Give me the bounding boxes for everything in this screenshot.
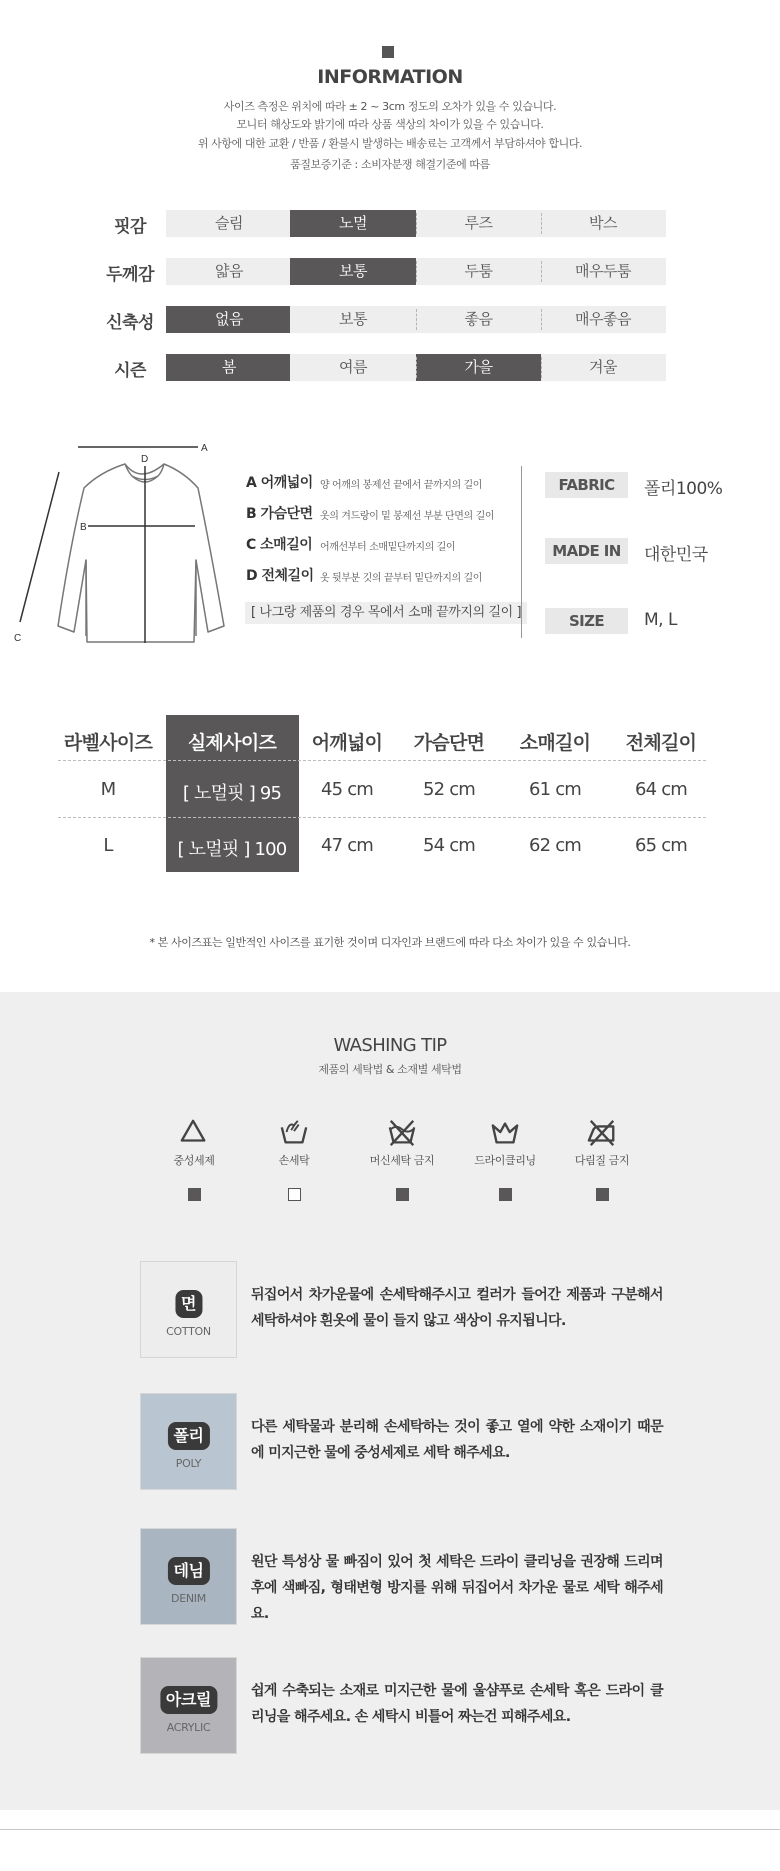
material-name: 데님 bbox=[167, 1557, 209, 1585]
information-title: INFORMATION bbox=[317, 66, 463, 88]
wash-method bbox=[450, 1118, 560, 1201]
diagram-label-a: A bbox=[201, 443, 208, 454]
fit-option: 여름 bbox=[290, 354, 416, 381]
no-machine-wash-icon bbox=[386, 1118, 418, 1148]
size-table-cell: 54 cm bbox=[422, 835, 476, 856]
info-note: 모니터 해상도와 밝기에 따라 상품 색상의 차이가 있을 수 있습니다. bbox=[236, 118, 544, 131]
material-care-text: 원단 특성상 물 빠짐이 있어 첫 세탁은 드라이 클리닝을 권장해 드리며 후에 색빠짐, 형태변형 방지를 위해 뒤집어서 차가운 물로 세탁 해주세요. bbox=[251, 1554, 663, 1622]
fit-divider bbox=[541, 213, 542, 234]
fit-divider bbox=[416, 357, 417, 378]
fit-option: 루즈 bbox=[416, 210, 541, 237]
material-name: 면 bbox=[175, 1290, 202, 1318]
measurement-description: 양 어깨의 봉제선 끝에서 끝까지의 길이 bbox=[320, 480, 483, 491]
fit-option: 두툼 bbox=[416, 258, 541, 285]
unchecked-box-icon bbox=[288, 1188, 301, 1201]
bottom-divider bbox=[0, 1829, 780, 1830]
measurement-key: D 전체길이 bbox=[246, 568, 314, 584]
size-table-cell: 45 cm bbox=[320, 779, 374, 800]
size-table-header: 라벨사이즈 bbox=[63, 732, 153, 754]
diagram-label-c: C bbox=[14, 633, 22, 644]
size-table-cell: M bbox=[100, 779, 116, 800]
measurement-description: 옷의 겨드랑이 밑 봉제선 부분 단면의 길이 bbox=[320, 511, 495, 522]
size-table-header: 전체길이 bbox=[625, 732, 697, 754]
checked-box-icon bbox=[396, 1188, 409, 1201]
wash-method bbox=[239, 1118, 349, 1201]
checked-box-icon bbox=[596, 1188, 609, 1201]
size-table-header: 소매길이 bbox=[519, 732, 591, 754]
checked-box-icon bbox=[499, 1188, 512, 1201]
wash-method-label: 손세탁 bbox=[278, 1154, 310, 1167]
fit-divider bbox=[541, 357, 542, 378]
wash-method bbox=[547, 1118, 657, 1201]
washing-subtitle: 제품의 세탁법 & 소재별 세탁법 bbox=[318, 1063, 462, 1076]
material-care-text: 쉽게 수축되는 소재로 미지근한 물에 울샴푸로 손세탁 혹은 드라이 클리닝을 해주세요. 손 세탁시 비틀어 짜는건 피해주세요. bbox=[251, 1683, 663, 1725]
checked-box-icon bbox=[188, 1188, 201, 1201]
fit-row-label: 시즌 bbox=[114, 361, 146, 381]
measurement-description: 옷 뒷부분 깃의 끝부터 밑단까지의 길이 bbox=[320, 573, 483, 584]
fit-option: 매우두툼 bbox=[541, 258, 665, 285]
no-ironing-icon bbox=[586, 1118, 618, 1148]
size-table-cell: [ 노멀핏 ] 100 bbox=[177, 839, 287, 860]
wash-method bbox=[347, 1118, 457, 1201]
fit-option: 좋음 bbox=[416, 306, 541, 333]
fit-option: 박스 bbox=[541, 210, 665, 237]
material-swatch bbox=[140, 1528, 237, 1625]
fit-option: 노멀 bbox=[290, 210, 416, 237]
material-swatch bbox=[140, 1261, 237, 1358]
size-table-divider bbox=[58, 817, 706, 818]
info-note: 품질보증기준 : 소비자분쟁 해결기준에 따름 bbox=[290, 158, 490, 171]
wash-method-label: 다림질 금지 bbox=[574, 1154, 630, 1167]
divider bbox=[521, 466, 522, 638]
material-care-text: 뒤집어서 차가운물에 손세탁해주시고 컬러가 들어간 제품과 구분해서 세탁하셔야 흰옷에 물이 들지 않고 색상이 유지됩니다. bbox=[251, 1287, 663, 1329]
fabric-key: FABRIC bbox=[545, 472, 628, 498]
material-swatch bbox=[140, 1657, 237, 1754]
size-table-cell: 62 cm bbox=[528, 835, 582, 856]
dry-clean-icon bbox=[489, 1118, 521, 1148]
fit-row-label: 두께감 bbox=[106, 265, 154, 285]
measurement-key: A 어깨넓이 bbox=[246, 475, 313, 491]
material-swatch bbox=[140, 1393, 237, 1490]
wash-method-label: 머신세탁 금지 bbox=[369, 1154, 435, 1167]
fabric-key: SIZE bbox=[545, 608, 628, 634]
measurement-key: C 소매길이 bbox=[246, 537, 313, 553]
size-table-cell: L bbox=[103, 835, 113, 856]
material-name: 아크릴 bbox=[160, 1686, 217, 1714]
size-footnote: * 본 사이즈표는 일반적인 사이즈를 표기한 것이며 디자인과 브랜드에 따라 다소 차이가 있을 수 있습니다. bbox=[149, 936, 631, 949]
fit-row-label: 신축성 bbox=[106, 313, 154, 333]
fit-option: 매우좋음 bbox=[541, 306, 665, 333]
wash-method-label: 중성세제 bbox=[173, 1154, 215, 1167]
material-english-name: ACRYLIC bbox=[166, 1721, 211, 1734]
raglan-note: [ 나그랑 제품의 경우 목에서 소매 끝까지의 길이 ] bbox=[245, 602, 527, 624]
fit-option: 보통 bbox=[290, 306, 416, 333]
size-table-cell: 47 cm bbox=[320, 835, 374, 856]
fit-option: 봄 bbox=[166, 354, 292, 381]
size-table-cell: 52 cm bbox=[422, 779, 476, 800]
size-table-divider bbox=[58, 760, 706, 761]
size-table-header: 어깨넓이 bbox=[311, 732, 383, 754]
fabric-value: M, L bbox=[644, 610, 677, 630]
material-english-name: DENIM bbox=[171, 1592, 206, 1605]
material-name: 폴리 bbox=[167, 1422, 209, 1450]
diagram-label-d: D bbox=[141, 454, 149, 465]
wash-method bbox=[139, 1118, 249, 1201]
wash-method-label: 드라이클리닝 bbox=[474, 1154, 536, 1167]
neutral-detergent-icon bbox=[178, 1118, 210, 1148]
material-care-text: 다른 세탁물과 분리해 손세탁하는 것이 좋고 열에 약한 소재이기 때문에 미지근한 물에 중성세제로 세탁 해주세요. bbox=[251, 1419, 663, 1461]
fit-option: 겨울 bbox=[541, 354, 665, 381]
size-table-header: 실제사이즈 bbox=[187, 732, 277, 754]
info-note: 사이즈 측정은 위치에 따라 ± 2 ~ 3cm 정도의 오차가 있을 수 있습니다. bbox=[223, 100, 557, 113]
size-table-header: 가슴단면 bbox=[413, 732, 485, 754]
measurement-description: 어깨선부터 소매밑단까지의 길이 bbox=[320, 542, 456, 553]
fabric-value: 폴리100% bbox=[644, 479, 723, 499]
fit-divider bbox=[416, 213, 417, 234]
material-english-name: COTTON bbox=[166, 1325, 211, 1338]
size-table-cell: 64 cm bbox=[634, 779, 688, 800]
measurement-key: B 가슴단면 bbox=[246, 506, 313, 522]
fit-divider bbox=[416, 309, 417, 330]
info-square-icon bbox=[382, 46, 394, 58]
size-table-cell: 61 cm bbox=[528, 779, 582, 800]
fit-option: 보통 bbox=[290, 258, 416, 285]
fabric-value: 대한민국 bbox=[644, 545, 708, 565]
fit-divider bbox=[541, 261, 542, 282]
fit-option: 없음 bbox=[166, 306, 292, 333]
fabric-key: MADE IN bbox=[545, 538, 628, 564]
fit-row-label: 핏감 bbox=[114, 217, 146, 237]
size-table-cell: 65 cm bbox=[634, 835, 688, 856]
washing-title: WASHING TIP bbox=[333, 1035, 447, 1056]
diagram-label-b: B bbox=[80, 522, 87, 533]
fit-option: 얇음 bbox=[166, 258, 292, 285]
hand-wash-icon bbox=[278, 1118, 310, 1148]
fit-divider bbox=[416, 261, 417, 282]
garment-diagram bbox=[12, 436, 242, 650]
size-table-cell: [ 노멀핏 ] 95 bbox=[182, 783, 282, 804]
fit-option: 가을 bbox=[416, 354, 541, 381]
info-note: 위 사항에 대한 교환 / 반품 / 환불시 발생하는 배송료는 고객께서 부담하셔야 합니다. bbox=[197, 137, 583, 150]
fit-option: 슬림 bbox=[166, 210, 292, 237]
material-english-name: POLY bbox=[175, 1457, 202, 1470]
fit-divider bbox=[541, 309, 542, 330]
